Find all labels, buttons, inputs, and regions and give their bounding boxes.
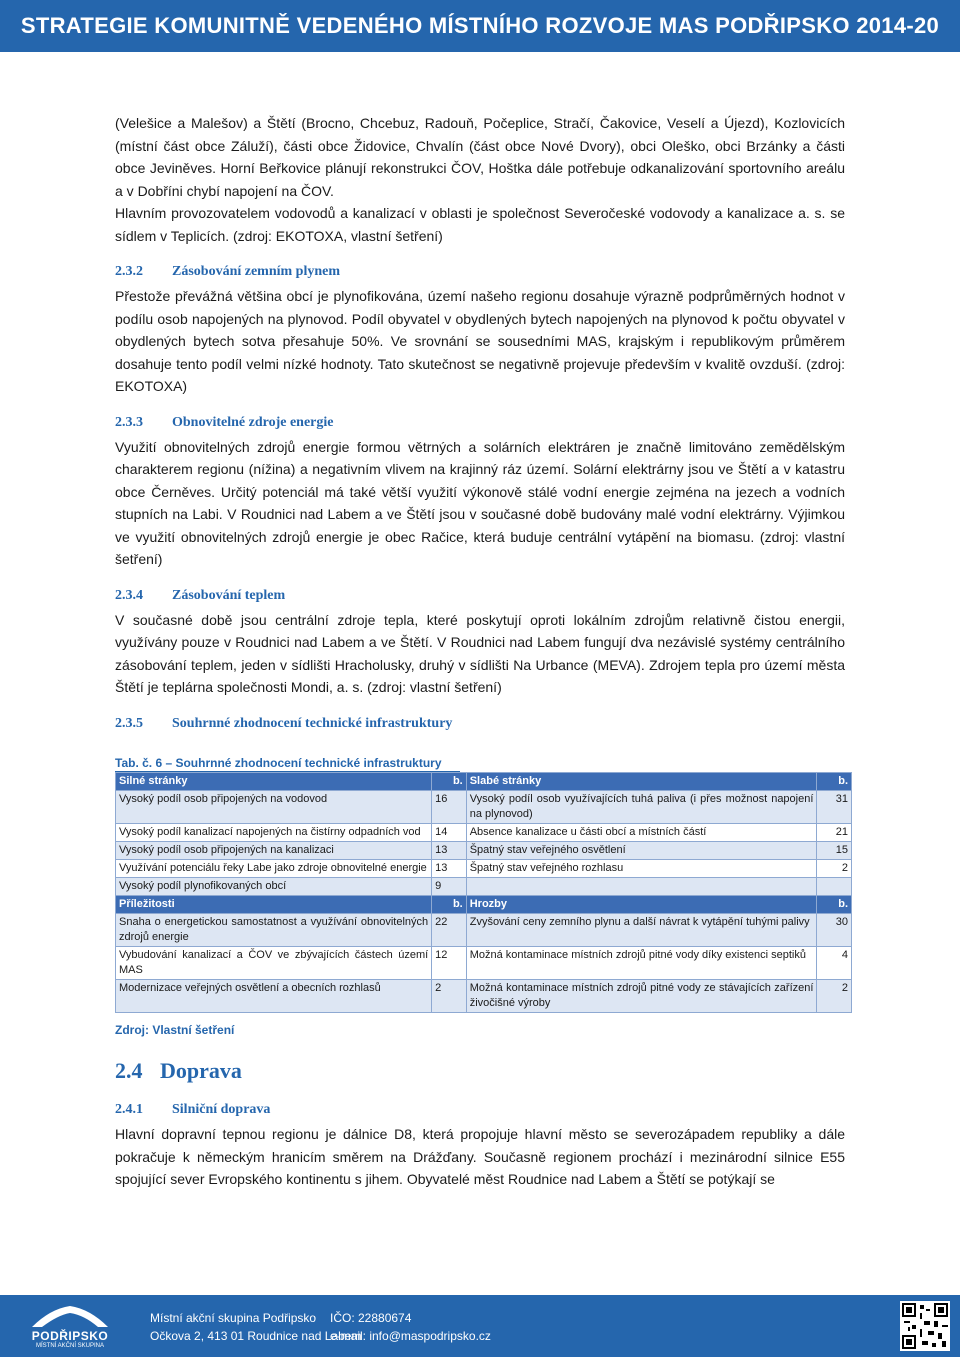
header-cell: Hrozby [466,895,817,913]
logo [10,1301,130,1351]
table-cell: Vysoký podíl osob připojených na vodovod [116,790,432,823]
table-row [116,841,852,859]
paragraph: V současné době jsou centrální zdroje tepla, které poskytují oproti lokálním zdrojům relativně čistou energii, využívány pouze v Roudnici nad Labem a ve Štětí. V Roudnici nad Labem fungují dva nezávislé systémy centrálního zásobování teplem, jeden v sídlišti Hracholusky, druhý v sídlišti Na Urbance (MEVA). Zdrojem tepla pro území města Štětí je teplárna společnosti Mondi, a. s. (zdroj: vlastní šetření) [115,611,845,695]
paragraph: Využití obnovitelných zdrojů energie formou větrných a solárních elektráren je značně limitováno zemědělským charakterem regionu (nížina) a negativním vlivem na krajinný ráz území. Solární elektrárny jsou ve Štětí a v katastru obce Černěves. Určitý potenciál má také větší využití výkonově stálé vodní energie zejména na jezech a vodních stupních na Labi. V Roudnici nad Labem a ve Štětí jsou v současné době budovány malé vodní elektrárny. Výjimkou ve využití obnovitelných zdrojů energie je obec Račice, která buduje centrální vytápění na biomasu. (zdroj: vlastní šetření) [115,438,845,567]
table-cell: Špatný stav veřejného rozhlasu [466,859,817,877]
table-row [116,790,852,823]
table-cell: Vysoký podíl osob využívajících tuhá paliva (i přes možnost napojení na plynovod) [466,790,817,823]
score-cell: 13 [432,841,467,859]
footer [0,1295,960,1357]
table-header-row [116,895,852,913]
table-cell: Špatný stav veřejného osvětlení [466,841,817,859]
section-heading-2-4-1: 2.4.1 Silniční doprava [115,1102,271,1117]
header-cell: b. [817,895,852,913]
table-cell: Vysoký podíl plynofikovaných obcí [116,877,432,895]
score-cell: 2 [817,859,852,877]
score-cell: 15 [817,841,852,859]
score-cell: 2 [817,979,852,1012]
swot-table [115,772,852,1013]
header-cell: Příležitosti [116,895,432,913]
paragraph: Hlavním provozovatelem vodovodů a kanalizací v oblasti je společnost Severočeské vodovody a kanalizace a. s. se sídlem v Teplicích. (zdroj: EKOTOXA, vlastní šetření) [115,205,845,244]
score-cell: 13 [432,859,467,877]
header-cell: Slabé stránky [466,772,817,790]
table-cell: Vysoký podíl osob připojených na kanalizaci [116,841,432,859]
section-heading-2-3-4: 2.3.4 Zásobování teplem [115,587,286,603]
header-banner [0,0,960,52]
logo-name: PODŘIPSKO [31,1329,109,1343]
score-cell: 9 [432,877,467,895]
table-caption: Tab. č. 6 – Souhrnné zhodnocení technické infrastruktury [115,755,460,772]
score-cell: 31 [817,790,852,823]
mountain-icon [30,1303,110,1329]
table-cell: Vysoký podíl kanalizací napojených na čistírny odpadních vod [116,823,432,841]
table-row [116,946,852,979]
table-source: Zdroj: Vlastní šetření [115,1022,235,1037]
table-row [116,859,852,877]
paragraph: (Velešice a Malešov) a Štětí (Brocno, Chcebuz, Radouň, Počeplice, Stračí, Čakovice, Veselí a Újezd), Kozlovicích (místní část obce Záluží), části obce Židovice, Chvalín (část obce Nové Dvory), obci Oleško, obci Brzánky a části obce Jeviněves. Horní Beřkovice plánují rekonstrukci ČOV, Hoštka dále potřebuje odkanalizování sportovního areálu a v Dobříni chybí napojení na ČOV. [115,115,845,199]
table-row [116,979,852,1012]
table-cell: Vybudování kanalizací a ČOV ve zbývajících částech území MAS [116,946,432,979]
logo-subtitle: MÍSTNÍ AKČNÍ SKUPINA [35,1343,104,1349]
org-ico: IČO: 22880674 [330,1311,412,1325]
document-title: STRATEGIE KOMUNITNĚ VEDENÉHO MÍSTNÍHO ROZVOJE MAS PODŘIPSKO 2014-20 [20,13,940,38]
table-row [116,877,852,895]
table-cell: Možná kontaminace místních zdrojů pitné vody ze stávajících zařízení živočišné výroby [466,979,817,1012]
score-cell: 12 [432,946,467,979]
score-cell: 22 [432,913,467,946]
section-heading-2-3-5: 2.3.5 Souhrnné zhodnocení technické infrastruktury [115,715,453,731]
org-name: Místní akční skupina Podřipsko [150,1311,317,1325]
table-header-row [116,772,852,790]
table-cell: Zvyšování ceny zemního plynu a další návrat k vytápění tuhými palivy [466,913,817,946]
section-heading-2-3-2: 2.3.2 Zásobování zemním plynem [115,264,341,279]
header-cell: Silné stránky [116,772,432,790]
score-cell: 21 [817,823,852,841]
section-heading-2-4: 2.4 Doprava [115,1058,242,1083]
header-cell: b. [817,772,852,790]
table-cell: Absence kanalizace u části obcí a místních částí [466,823,817,841]
footer-contact-block [330,1309,491,1345]
qr-code-icon [900,1301,950,1351]
score-cell [817,877,852,895]
section-heading-2-3-3: 2.3.3 Obnovitelné zdroje energie [115,414,334,430]
table-cell [466,877,817,895]
page-content [115,112,848,1191]
paragraph: Přestože převážná většina obcí je plynofikována, území našeho regionu dosahuje výrazně podprůměrných hodnot v podílu osob napojených na plynovod. Podíl obyvatel v obydlených bytech napojených na plynovod k počtu obyvatel v obydlených bytech sotva přesahuje 50%. Ve srovnání se sousedními MAS, krajským i republikovým průměrem dosahuje tento podíl velmi nízké hodnoty. Tato skutečnost se negativně projevuje především v kvalitě ovzduší. (zdroj: EKOTOXA) [115,288,845,394]
header-cell: b. [432,772,467,790]
org-address: Očkova 2, 413 01 Roudnice nad Labem [150,1329,362,1343]
table-cell: Modernizace veřejných osvětlení a obecních rozhlasů [116,979,432,1012]
header-cell: b. [432,895,467,913]
table-cell: Snaha o energetickou samostatnost a využívání obnovitelných zdrojů energie [116,913,432,946]
paragraph: Hlavní dopravní tepnou regionu je dálnice D8, která propojuje hlavní město se severozápadem republiky a dále pokračuje k německým hranicím směrem na Drážďany. Současně regionem prochází i mezinárodní silnice E55 spojující sever Evropského kontinentu s jihem. Obyvatelé měst Roudnice nad Labem a Štětí se potýkají se [115,1126,845,1187]
table-row [116,913,852,946]
score-cell: 14 [432,823,467,841]
score-cell: 4 [817,946,852,979]
score-cell: 16 [432,790,467,823]
table-cell: Využívání potenciálu řeky Labe jako zdroje obnovitelné energie [116,859,432,877]
table-cell: Možná kontaminace místních zdrojů pitné vody díky existenci septiků [466,946,817,979]
score-cell: 30 [817,913,852,946]
org-email[interactable]: e-mail: info@maspodripsko.cz [330,1329,491,1343]
table-row [116,823,852,841]
score-cell: 2 [432,979,467,1012]
